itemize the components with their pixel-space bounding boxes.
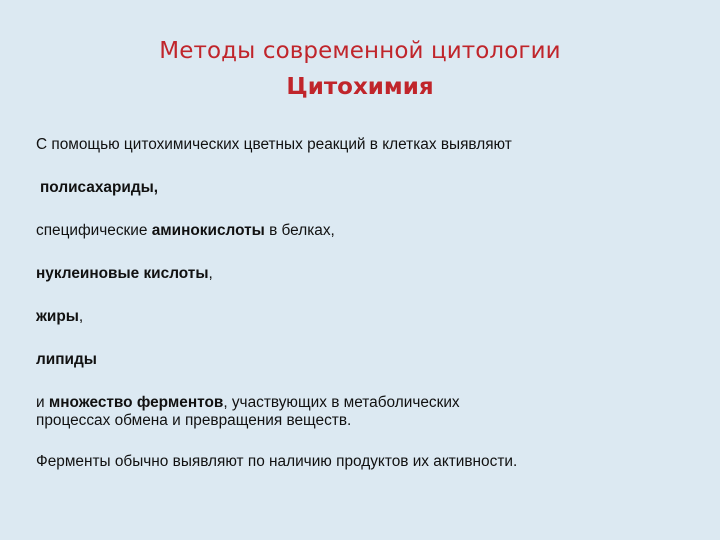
slide-title bbox=[0, 34, 720, 104]
item-polysaccharides-label: полисахариды, bbox=[40, 179, 159, 196]
item-enzymes-prefix: и bbox=[36, 394, 49, 411]
item-enzymes bbox=[36, 394, 696, 412]
item-fats bbox=[36, 308, 696, 326]
item-nucleic-acids bbox=[36, 265, 696, 283]
conclusion-text: Ферменты обычно выявляют по наличию продуктов их активности. bbox=[36, 453, 518, 470]
item-lipids bbox=[36, 351, 696, 369]
item-nucleic-suffix: , bbox=[208, 265, 213, 282]
title-subtitle: Цитохимия bbox=[286, 74, 434, 100]
item-enzymes-continuation: процессах обмена и превращения веществ. bbox=[36, 412, 352, 429]
item-aminoacids-suffix: в белках, bbox=[264, 222, 335, 239]
item-lipids-label: липиды bbox=[36, 351, 97, 368]
item-enzymes-suffix: , участвующих в метаболических bbox=[223, 394, 460, 411]
intro-text: С помощью цитохимических цветных реакций в клетках выявляют bbox=[36, 136, 512, 153]
item-aminoacids-prefix: специфические bbox=[36, 222, 152, 239]
slide-body bbox=[36, 136, 696, 471]
item-polysaccharides bbox=[36, 179, 696, 197]
item-fats-label: жиры bbox=[36, 308, 79, 325]
item-fats-suffix: , bbox=[78, 308, 84, 325]
item-aminoacids bbox=[36, 222, 696, 240]
title-main: Методы современной цитологии bbox=[159, 38, 561, 64]
item-nucleic-label: нуклеиновые кислоты bbox=[36, 265, 209, 282]
item-aminoacids-label: аминокислоты bbox=[151, 222, 265, 239]
item-enzymes-label: множество ферментов bbox=[48, 394, 224, 411]
